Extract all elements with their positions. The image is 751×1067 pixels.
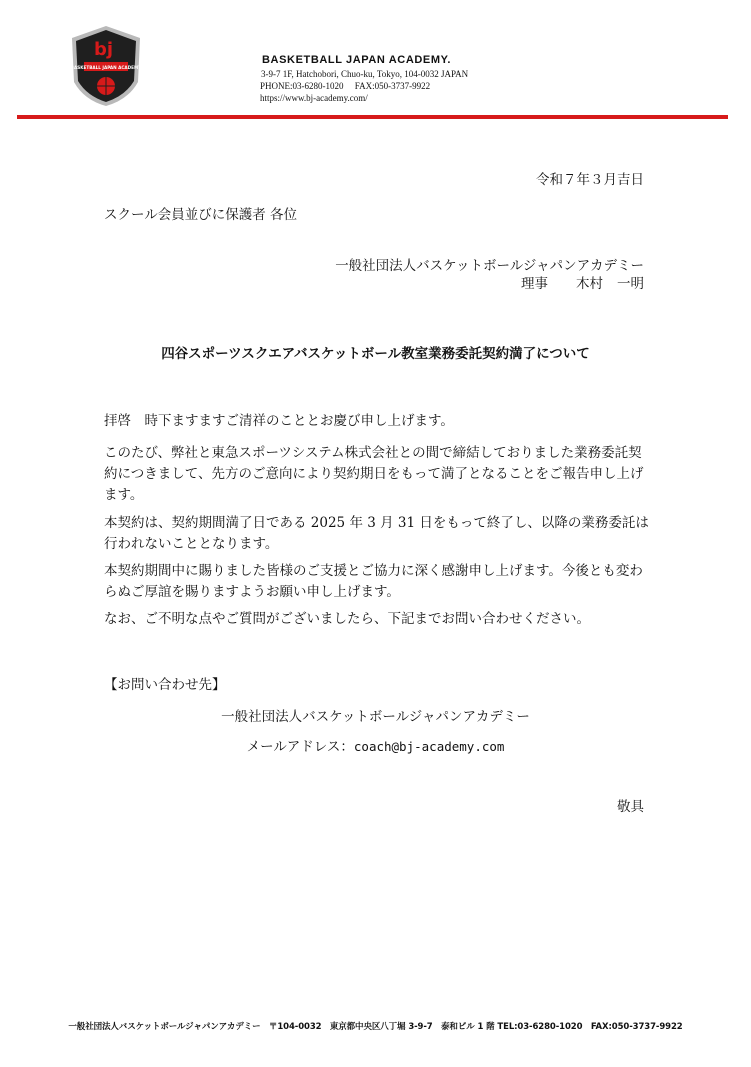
academy-logo (68, 24, 144, 108)
contact-email-label: メールアドレス： (246, 739, 354, 755)
contact-organization: 一般社団法人バスケットボールジャパンアカデミー (221, 709, 530, 725)
sender-organization: 一般社団法人バスケットボールジャパンアカデミー (335, 258, 644, 274)
org-contact-line (260, 80, 468, 92)
paragraph-greeting: 拝啓 時下ますますご清祥のこととお慶び申し上げます。 (104, 413, 454, 429)
org-url[interactable]: https://www.bj-academy.com/ (260, 93, 368, 103)
letter-subject: 四谷スポーツスクエアバスケットボール教室業務委託契約満了について (161, 346, 590, 362)
paragraph-end-date: 本契約は、契約期間満了日である 2025 年 3 月 31 日をもって終了し、以降の業務委託は行われないこととなります。 (104, 515, 649, 552)
org-name-en: BASKETBALL JAPAN ACADEMY. (262, 54, 451, 66)
contact-email[interactable]: coach@bj-academy.com (353, 739, 505, 754)
page-footer: 一般社団法人バスケットボールジャパンアカデミー 〒104-0032 東京都中央区八丁堀 3-9-7 泰和ビル 1 階 TEL:03-6280-1020 FAX:050-3737-9922 (68, 1022, 683, 1032)
logo-text: BASKETBALL JAPAN ACADEMY (70, 65, 142, 70)
sender-signature (521, 272, 644, 292)
contact-heading: 【お問い合わせ先】 (104, 677, 226, 693)
paragraph-notice: このたび、弊社と東急スポーツシステム株式会社との間で締結しておりました業務委託契約につきまして、先方のご意向により契約期日をもって満了となることをご報告申し上げます。 (104, 445, 644, 503)
sender-given-name: 一明 (617, 276, 644, 292)
org-address: 3-9-7 1F, Hatchobori, Chuo-ku, Tokyo, 104-0032 JAPAN (261, 69, 469, 79)
letter-recipient: スクール会員並びに保護者 各位 (104, 207, 298, 223)
sender-family-name: 木村 (576, 276, 603, 292)
letter-closing: 敬具 (617, 799, 644, 815)
paragraph-thanks: 本契約期間中に賜りました皆様のご支援とご協力に深く感謝申し上げます。今後とも変わらぬご厚誼を賜りますようお願い申し上げます。 (104, 563, 643, 600)
org-fax: FAX:050-3737-9922 (354, 81, 431, 91)
paragraph-inquiry: なお、ご不明な点やご質問がございましたら、下記までお問い合わせください。 (104, 611, 590, 627)
org-phone: PHONE:03-6280-1020 (260, 81, 344, 91)
logo-monogram: bj (94, 39, 114, 60)
sender-title: 理事 (521, 276, 548, 292)
contact-email-line (0, 735, 751, 755)
letterhead (258, 54, 468, 104)
header-rule (17, 115, 728, 119)
letter-date: 令和７年３月吉日 (536, 172, 644, 188)
